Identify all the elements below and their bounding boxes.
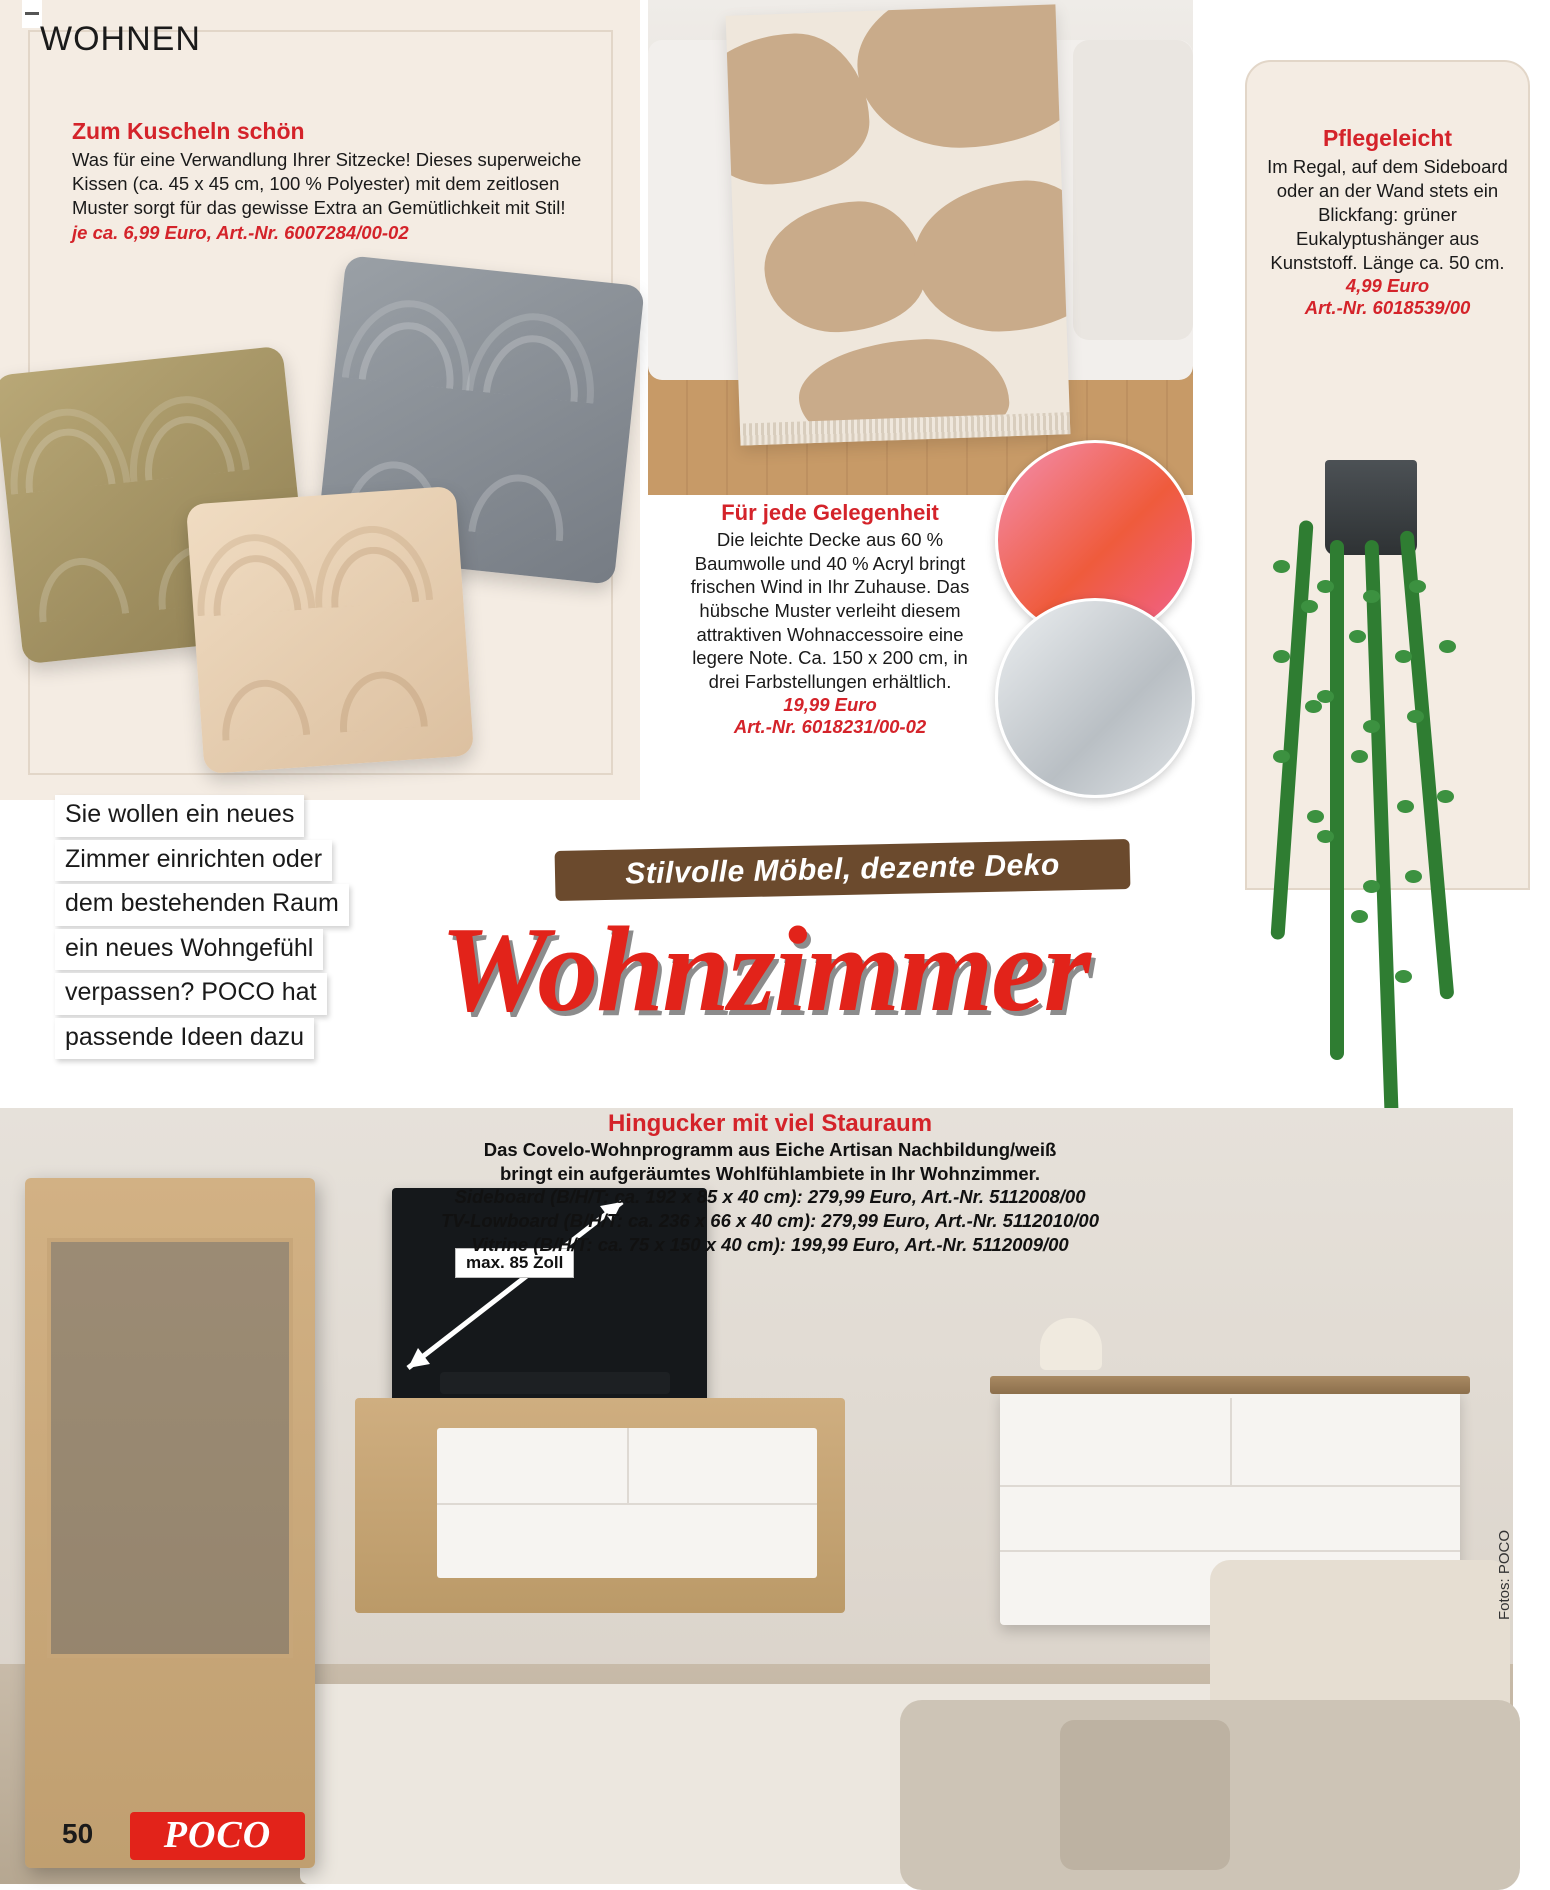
room-spec-vitrine: Vitrine (B/H/T: ca. 75 x 150 x 40 cm): 199,99 Euro, Art.-Nr. 5112009/00	[471, 1234, 1069, 1256]
photo-throw-blanket	[726, 4, 1071, 445]
blanket-copy-block	[690, 500, 970, 738]
cushion-sand	[186, 486, 474, 774]
cushion-copy-block	[72, 118, 592, 244]
photo-sofa-arm	[1073, 40, 1193, 340]
intro-strip: ein neues Wohngefühl	[55, 929, 323, 971]
sideboard-top-plate	[990, 1376, 1470, 1394]
foreground-cushion	[1060, 1720, 1230, 1870]
page-number: 50	[62, 1818, 94, 1849]
product-vitrine	[25, 1178, 315, 1868]
sideboard-drawer-line	[1000, 1485, 1460, 1487]
intro-strip: verpassen? POCO hat	[55, 973, 327, 1015]
lowboard-drawer-line	[437, 1503, 817, 1505]
intro-strip: Zimmer einrichten oder	[55, 840, 332, 882]
room-body-line-1: Das Covelo-Wohnprogramm aus Eiche Artisan Nachbildung/weiß	[483, 1139, 1057, 1160]
soundbar	[440, 1372, 670, 1394]
room-spec-lowboard: TV-Lowboard (B/H/T: ca. 236 x 66 x 40 cm): 279,99 Euro, Art.-Nr. 5112010/00	[440, 1210, 1100, 1232]
photo-credit: Fotos: POCO	[1496, 1529, 1513, 1620]
plant-heading: Pflegeleicht	[1322, 125, 1453, 151]
plant-body: Im Regal, auf dem Sideboard oder an der Wand stets ein Blickfang: grüner Eukalyptushänger aus Kunststoff. Länge ca. 50 cm.	[1267, 156, 1508, 274]
tv-size-callout: max. 85 Zoll	[455, 1248, 574, 1278]
hanging-eucalyptus-plant	[1225, 400, 1525, 1200]
blanket-article-number: Art.-Nr. 6018231/00-02	[733, 715, 927, 737]
room-heading: Hingucker mit viel Stauraum	[607, 1110, 933, 1137]
sideboard-drawer-line	[1000, 1550, 1460, 1552]
sideboard-door-line	[1230, 1398, 1232, 1485]
blanket-photo	[648, 0, 1193, 495]
plant-article-number: Art.-Nr. 6018539/00	[1304, 297, 1471, 319]
cushion-heading: Zum Kuscheln schön	[72, 118, 305, 144]
blanket-price: 19,99 Euro	[783, 693, 877, 715]
intro-strip: passende Ideen dazu	[55, 1018, 314, 1060]
room-copy-block	[430, 1110, 1110, 1257]
ribbon-banner	[555, 839, 1131, 901]
brand-logo: POCO	[130, 1812, 305, 1860]
page-headline: Wohnzimmer	[440, 902, 1089, 1037]
blanket-body: Die leichte Decke aus 60 % Baumwolle und 40 % Acryl bringt frischen Wind in Ihr Zuhause. Das hübsche Muster verleiht diesem attraktiven Wohnaccessoire eine legere Note. Ca. 150 x 200 cm, in drei Farbstellungen erhältlich.	[690, 529, 970, 693]
section-tab-marker	[22, 0, 42, 28]
lowboard-door-line	[627, 1428, 629, 1503]
plant-copy-block	[1250, 125, 1525, 319]
intro-strip: Sie wollen ein neues	[55, 795, 304, 837]
intro-text-strips	[55, 795, 455, 1062]
blanket-heading: Für jede Gelegenheit	[721, 500, 939, 525]
section-label: WOHNEN	[40, 20, 201, 58]
cushion-pattern	[186, 486, 474, 774]
room-spec-sideboard: Sideboard (B/H/T: ca. 192 x 85 x 40 cm): 279,99 Euro, Art.-Nr. 5112008/00	[454, 1186, 1086, 1208]
cushion-body: Was für eine Verwandlung Ihrer Sitzecke! Dieses superweiche Kissen (ca. 45 x 45 cm, 100 % Polyester) mit dem zeitlosen Muster sorgt für das gewisse Extra an Gemütlichkeit mit Stil!	[72, 149, 582, 219]
cushion-price: je ca. 6,99 Euro, Art.-Nr. 6007284/00-02	[72, 222, 409, 244]
ribbon-label: Stilvolle Möbel, dezente Deko	[624, 848, 1061, 891]
table-lamp	[1040, 1318, 1102, 1370]
product-tv-lowboard	[355, 1398, 845, 1613]
vitrine-glass-door	[47, 1238, 293, 1658]
plant-price: 4,99 Euro	[1345, 275, 1430, 297]
room-body-line-2: bringt ein aufgeräumtes Wohlfühlambiete in Ihr Wohnzimmer.	[500, 1162, 1040, 1184]
intro-strip: dem bestehenden Raum	[55, 884, 349, 926]
blanket-colorway-grey	[995, 598, 1195, 798]
